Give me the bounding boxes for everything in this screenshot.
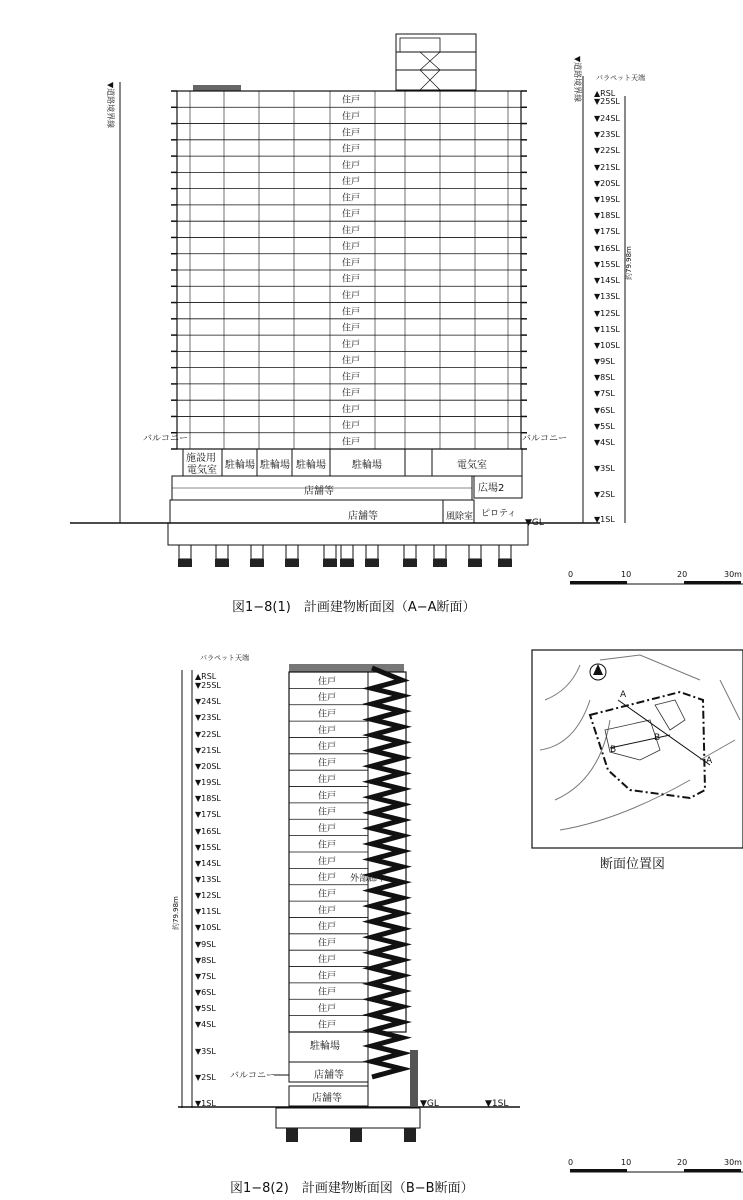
residence-label: 住戸 — [342, 225, 361, 236]
residence-label: 住戸 — [342, 128, 361, 139]
parapet-top-label-a: パラペット天端 — [596, 74, 645, 82]
pile — [341, 545, 353, 559]
residence-label-b: 住戸 — [318, 676, 337, 687]
level-label-a: ▼16SL — [594, 244, 620, 253]
pile — [499, 545, 511, 559]
pile-b — [404, 1128, 416, 1142]
level-label-a: ▼2SL — [594, 490, 615, 499]
pile-cap — [365, 559, 379, 567]
parking-label-3: 駐輪場 — [296, 460, 326, 471]
level-label-b: ▼13SL — [195, 875, 221, 884]
level-label-a: ▼22SL — [594, 146, 620, 155]
residence-label-b: 住戸 — [318, 709, 337, 720]
level-label-a: ▼12SL — [594, 309, 620, 318]
pile-cap — [250, 559, 264, 567]
pile — [404, 545, 416, 559]
level-label-a: ▼8SL — [594, 373, 615, 382]
pile-cap — [498, 559, 512, 567]
shops-label-b-upper: 店舗等 — [314, 1070, 344, 1081]
map-mark-a1: A — [620, 690, 627, 700]
pile-cap — [468, 559, 482, 567]
level-label-a: ▼6SL — [594, 406, 615, 415]
level-label-a: ▲RSL — [594, 89, 616, 98]
pile-b — [286, 1128, 298, 1142]
residence-label: 住戸 — [342, 209, 361, 220]
electric-room-label: 電気室 — [457, 460, 487, 471]
residence-label: 住戸 — [342, 372, 361, 383]
residence-label-b: 住戸 — [318, 856, 337, 867]
level-label-a: ▼20SL — [594, 179, 620, 188]
residence-label: 住戸 — [342, 160, 361, 171]
residence-label: 住戸 — [342, 95, 361, 106]
residence-label-b: 住戸 — [318, 742, 337, 753]
residence-label-b: 住戸 — [318, 873, 337, 884]
plaza2-label: 広場2 — [478, 483, 505, 494]
scale-a-10: 10 — [621, 570, 632, 579]
residence-label: 住戸 — [342, 258, 361, 269]
piloti-label: ピロティ — [481, 509, 517, 519]
pile-cap — [178, 559, 192, 567]
level-label-b: ▲RSL — [195, 672, 217, 681]
level-label-b: ▼3SL — [195, 1047, 216, 1056]
level-label-a: ▼17SL — [594, 227, 620, 236]
pile — [434, 545, 446, 559]
level-label-a: ▼21SL — [594, 163, 620, 172]
residence-label: 住戸 — [342, 421, 361, 432]
level-label-a: ▼5SL — [594, 422, 615, 431]
residence-label: 住戸 — [342, 111, 361, 122]
parking-label-4: 駐輪場 — [352, 460, 382, 471]
balcony-label-left: バルコニー — [143, 434, 189, 444]
map-mark-a2: A — [706, 756, 713, 766]
residence-label: 住戸 — [342, 339, 361, 350]
residence-label: 住戸 — [342, 356, 361, 367]
shops-label-upper: 店舗等 — [304, 486, 334, 497]
level-label-a: ▼13SL — [594, 292, 620, 301]
parking-label-1: 駐輪場 — [225, 460, 255, 471]
residence-label-b: 住戸 — [318, 938, 337, 949]
residence-label-b: 住戸 — [318, 922, 337, 933]
level-label-a: ▼24SL — [594, 114, 620, 123]
residence-label: 住戸 — [342, 290, 361, 301]
level-label-a: ▼1SL — [594, 515, 615, 524]
level-label-a: ▼18SL — [594, 211, 620, 220]
level-label-a: ▼3SL — [594, 464, 615, 473]
caption-b: 図1−8(2) 計画建物断面図（B−B断面） — [230, 1181, 474, 1196]
level-label-a: ▼14SL — [594, 276, 620, 285]
level-label-b: ▼7SL — [195, 972, 216, 981]
level-label-b: ▼4SL — [195, 1020, 216, 1029]
shops-label-b-lower: 店舗等 — [312, 1093, 342, 1104]
level-label-a: ▼25SL — [594, 97, 620, 106]
caption-a: 図1−8(1) 計画建物断面図（A−A断面） — [232, 600, 476, 615]
level-label-b: ▼8SL — [195, 956, 216, 965]
road-boundary-label-right: ▼道路境界線 — [573, 56, 582, 103]
level-label-b: ▼22SL — [195, 730, 221, 739]
facility-label-2: 電気室 — [187, 465, 217, 476]
residence-label-b: 住戸 — [318, 791, 337, 802]
level-label-a: ▼23SL — [594, 130, 620, 139]
level-label-b: ▼10SL — [195, 923, 221, 932]
pile — [324, 545, 336, 559]
level-label-b: ▼21SL — [195, 746, 221, 755]
residence-label: 住戸 — [342, 404, 361, 415]
level-label-b: ▼17SL — [195, 810, 221, 819]
parking-label-b: 駐輪場 — [310, 1041, 340, 1052]
level-label-a: ▼4SL — [594, 438, 615, 447]
external-corridor-label: 外部廊下 — [350, 874, 387, 884]
level-label-b: ▼18SL — [195, 794, 221, 803]
gl-label-b: ▼GL — [420, 1099, 439, 1109]
level-label-a: ▼11SL — [594, 325, 620, 334]
level-label-b: ▼16SL — [195, 827, 221, 836]
sl1-label-b: ▼1SL — [485, 1099, 509, 1109]
scale-bar-b — [568, 1158, 743, 1172]
scale-a-0: 0 — [568, 570, 574, 579]
level-label-b: ▼1SL — [195, 1099, 216, 1108]
facility-label-1: 施設用 — [186, 453, 216, 464]
residence-label: 住戸 — [342, 388, 361, 399]
location-map — [532, 650, 743, 848]
wind-room-label: 風除室 — [446, 512, 474, 522]
section-a-a — [70, 34, 645, 567]
scale-a-30: 30m — [724, 570, 742, 579]
residence-label-b: 住戸 — [318, 840, 337, 851]
residence-label: 住戸 — [342, 437, 361, 448]
scale-bar-a — [568, 570, 743, 584]
level-label-a: ▼15SL — [594, 260, 620, 269]
level-label-a: ▼9SL — [594, 357, 615, 366]
level-label-b: ▼15SL — [195, 843, 221, 852]
level-label-a: ▼7SL — [594, 389, 615, 398]
residence-label: 住戸 — [342, 193, 361, 204]
level-label-b: ▼5SL — [195, 1004, 216, 1013]
level-label-b: ▼19SL — [195, 778, 221, 787]
pile-cap — [285, 559, 299, 567]
residence-label-b: 住戸 — [318, 758, 337, 769]
pile-cap — [215, 559, 229, 567]
residence-label: 住戸 — [342, 307, 361, 318]
pile — [179, 545, 191, 559]
balcony-label-b: バルコニー — [230, 1071, 276, 1081]
pile — [251, 545, 263, 559]
shops-label-lower: 店舗等 — [348, 511, 378, 522]
pile-cap — [323, 559, 337, 567]
scale-a-20: 20 — [677, 570, 688, 579]
pile — [216, 545, 228, 559]
residence-label: 住戸 — [342, 242, 361, 253]
height-label-b: 約79.98m — [172, 896, 180, 930]
parapet-top-label-b: パラペット天端 — [200, 654, 249, 662]
location-map-caption: 断面位置図 — [600, 857, 666, 872]
residence-label-b: 住戸 — [318, 905, 337, 916]
height-label-a: 約79.98m — [625, 246, 633, 280]
level-label-b: ▼12SL — [195, 891, 221, 900]
parking-label-2: 駐輪場 — [260, 460, 290, 471]
scale-b-30: 30m — [724, 1158, 742, 1167]
pile-b — [350, 1128, 362, 1142]
scale-b-20: 20 — [677, 1158, 688, 1167]
pile — [366, 545, 378, 559]
residence-label-b: 住戸 — [318, 693, 337, 704]
balcony-label-right: バルコニー — [522, 434, 568, 444]
map-mark-b2: B — [654, 733, 661, 743]
scale-b-10: 10 — [621, 1158, 632, 1167]
level-label-b: ▼25SL — [195, 681, 221, 690]
pile — [469, 545, 481, 559]
residence-label: 住戸 — [342, 144, 361, 155]
residence-label-b: 住戸 — [318, 725, 337, 736]
gl-label-a: ▼GL — [525, 518, 544, 528]
level-label-b: ▼14SL — [195, 859, 221, 868]
residence-label-b: 住戸 — [318, 1004, 337, 1015]
residence-label-b: 住戸 — [318, 987, 337, 998]
residence-label-b: 住戸 — [318, 824, 337, 835]
residence-label: 住戸 — [342, 274, 361, 285]
pile-cap — [403, 559, 417, 567]
residence-label-b: 住戸 — [318, 971, 337, 982]
pile-cap — [433, 559, 447, 567]
residence-label-b: 住戸 — [318, 954, 337, 965]
scale-b-0: 0 — [568, 1158, 574, 1167]
level-label-b: ▼2SL — [195, 1073, 216, 1082]
road-boundary-label-left: ▼道路境界線 — [106, 82, 115, 129]
level-label-b: ▼23SL — [195, 713, 221, 722]
level-label-a: ▼10SL — [594, 341, 620, 350]
map-mark-b1: B — [610, 745, 617, 755]
residence-label-b: 住戸 — [318, 774, 337, 785]
level-label-b: ▼6SL — [195, 988, 216, 997]
level-label-a: ▼19SL — [594, 195, 620, 204]
residence-label-b: 住戸 — [318, 1020, 337, 1031]
level-label-b: ▼9SL — [195, 940, 216, 949]
residence-label-b: 住戸 — [318, 807, 337, 818]
pile-cap — [340, 559, 354, 567]
level-label-b: ▼11SL — [195, 907, 221, 916]
residence-label: 住戸 — [342, 323, 361, 334]
level-label-b: ▼24SL — [195, 697, 221, 706]
level-label-b: ▼20SL — [195, 762, 221, 771]
residence-label: 住戸 — [342, 177, 361, 188]
section-b-b — [171, 653, 520, 1142]
pile — [286, 545, 298, 559]
residence-label-b: 住戸 — [318, 889, 337, 900]
